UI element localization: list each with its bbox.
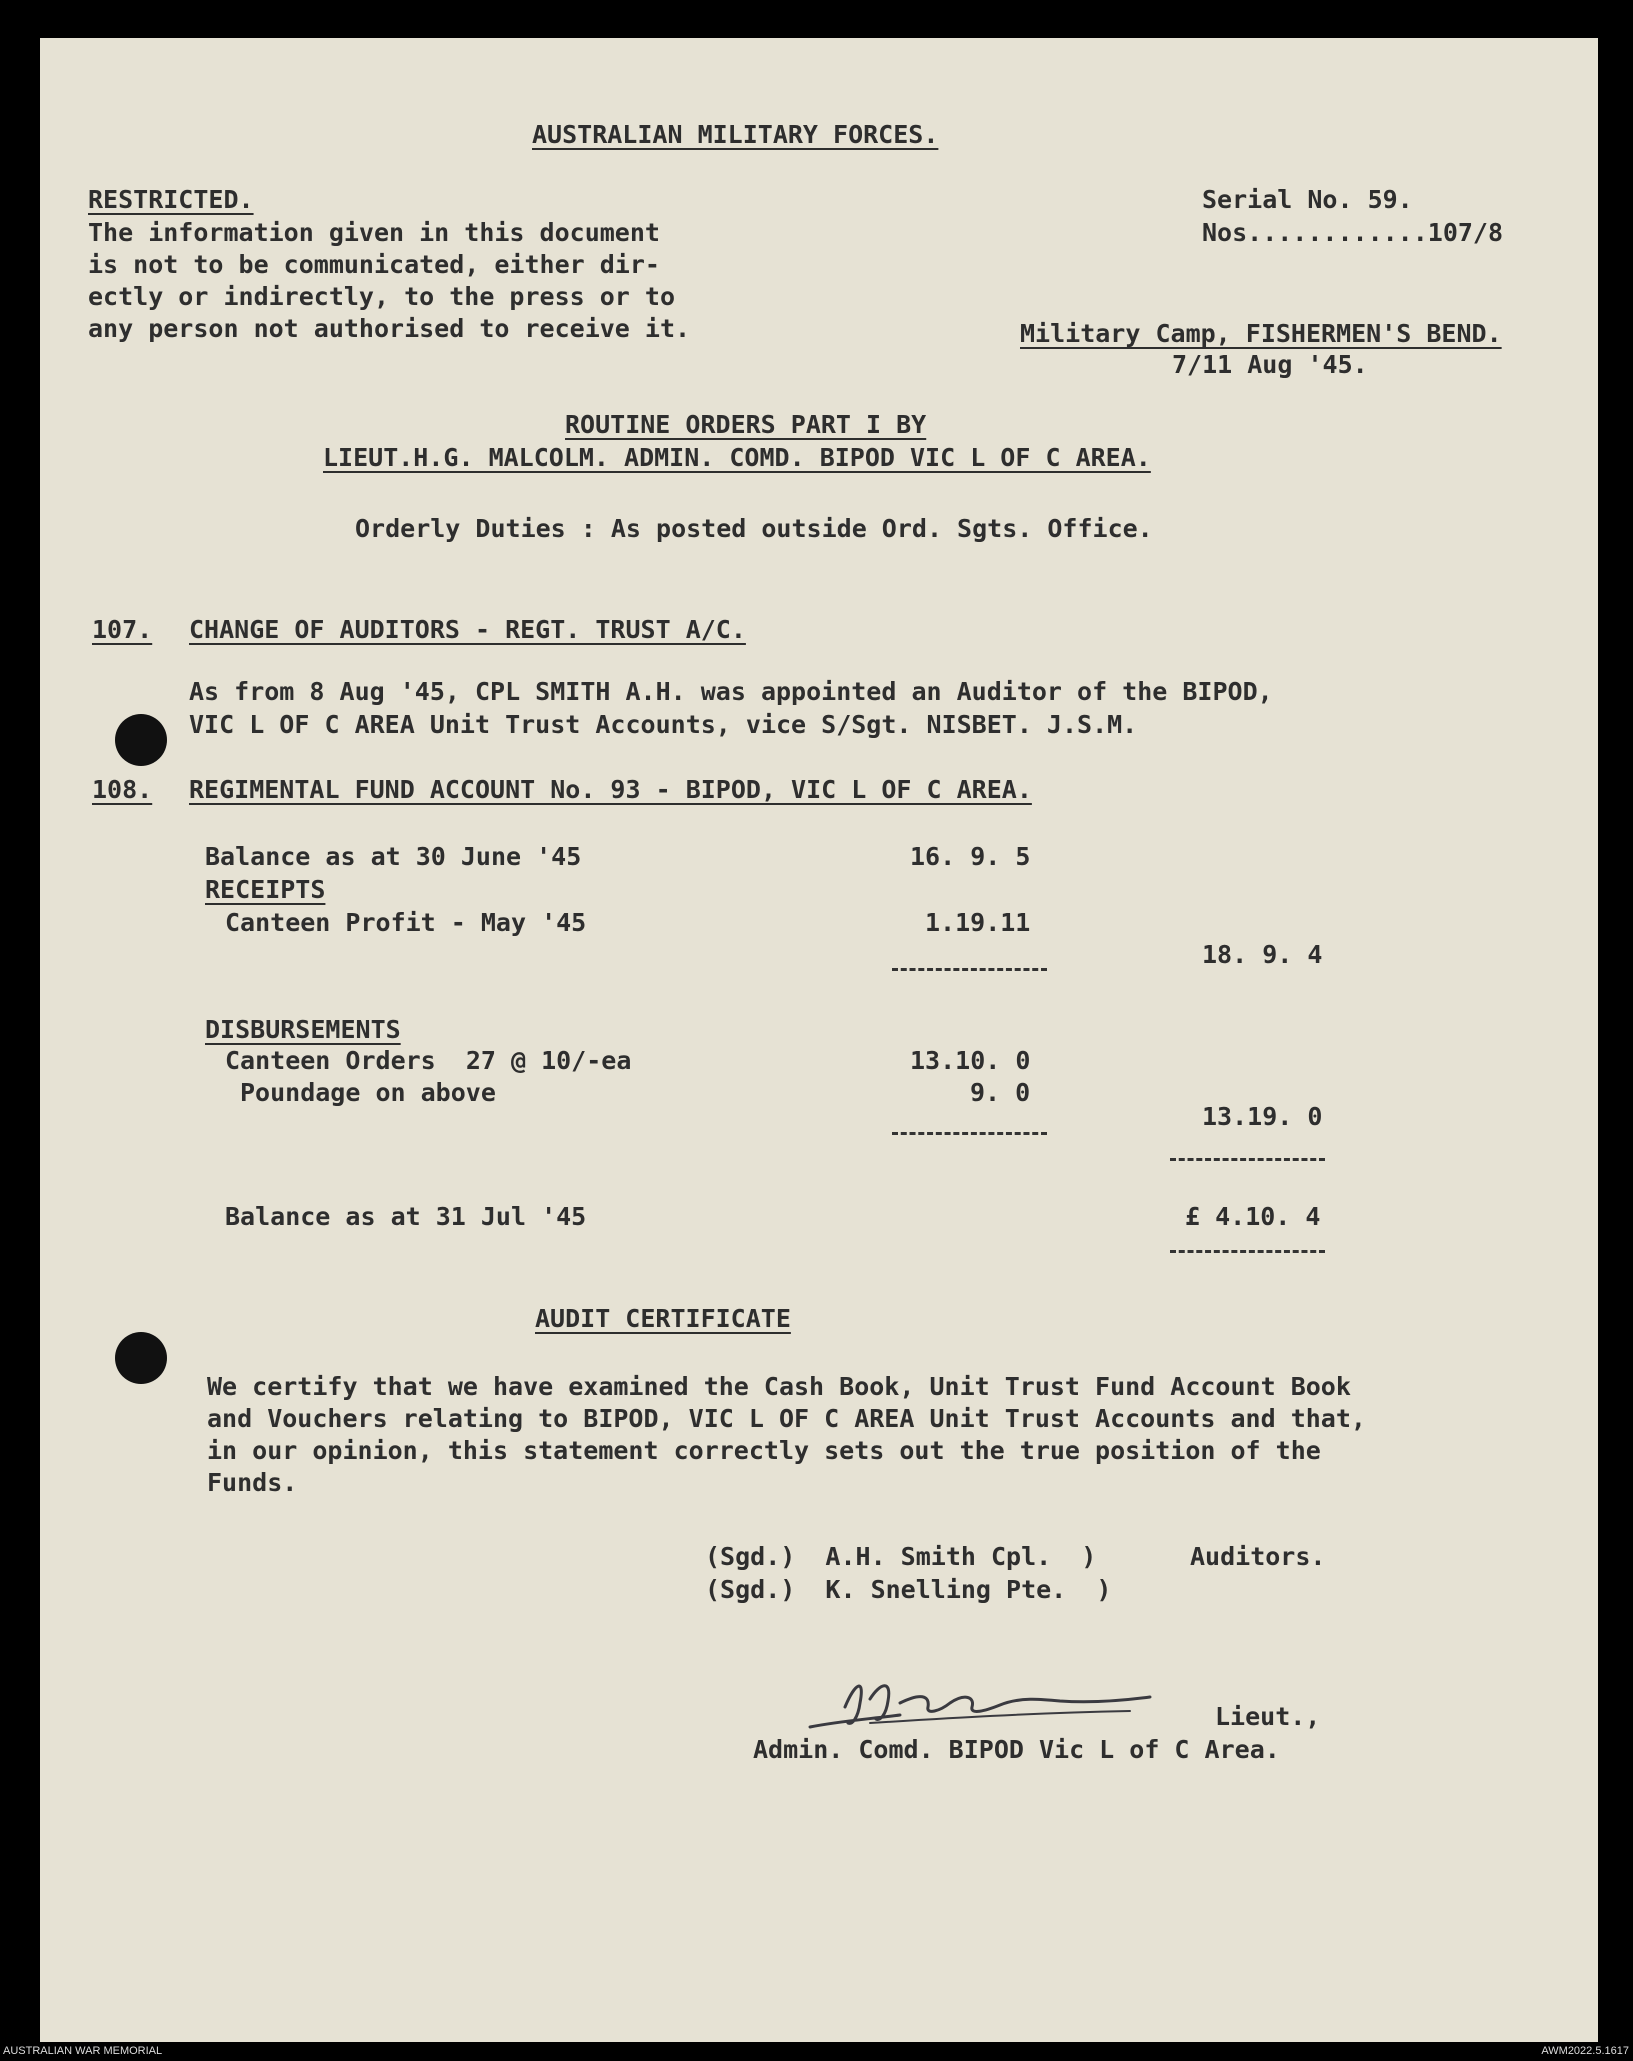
poundage-value: 9. 0 (970, 1078, 1031, 1107)
item-heading: CHANGE OF AUDITORS - REGT. TRUST A/C. (189, 615, 746, 644)
document-title: AUSTRALIAN MILITARY FORCES. (532, 120, 939, 149)
item-text: VIC L OF C AREA Unit Trust Accounts, vice S/Sgt. NISBET. J.S.M. (189, 710, 1138, 739)
subtotal-rule (892, 968, 1047, 971)
orderly-duties: Orderly Duties : As posted outside Ord. Sgts. Office. (355, 514, 1153, 543)
date: 7/11 Aug '45. (1172, 350, 1368, 379)
balance-july-value: £ 4.10. 4 (1185, 1202, 1321, 1231)
restricted-label: RESTRICTED. (88, 185, 254, 214)
audit-text: We certify that we have examined the Cash Book, Unit Trust Fund Account Book (207, 1372, 1351, 1401)
item-number: 107. (92, 615, 153, 644)
subtotal-rule (892, 1132, 1047, 1135)
balance-june-value: 16. 9. 5 (910, 842, 1031, 871)
location: Military Camp, FISHERMEN'S BEND. (1020, 319, 1502, 348)
orders-title: ROUTINE ORDERS PART I BY (565, 410, 927, 439)
audit-text: Funds. (207, 1468, 298, 1497)
auditors-label: Auditors. (1190, 1542, 1326, 1571)
receipts-label: RECEIPTS (205, 875, 326, 904)
audit-heading: AUDIT CERTIFICATE (535, 1304, 791, 1333)
receipts-total: 18. 9. 4 (1202, 940, 1323, 969)
restricted-line: ectly or indirectly, to the press or to (88, 282, 675, 311)
balance-june-label: Balance as at 30 June '45 (205, 842, 582, 871)
canteen-orders-label: Canteen Orders 27 @ 10/-ea (225, 1046, 632, 1075)
punch-hole-upper (115, 714, 167, 766)
audit-text: and Vouchers relating to BIPOD, VIC L OF C AREA Unit Trust Accounts and that, (207, 1404, 1366, 1433)
audit-text: in our opinion, this statement correctly sets out the true position of the (207, 1436, 1321, 1465)
restricted-line: The information given in this document (88, 218, 660, 247)
restricted-line: is not to be communicated, either dir- (88, 250, 660, 279)
auditor-signature-1: (Sgd.) A.H. Smith Cpl. ) (705, 1542, 1097, 1571)
footer-right: AWM2022.5.1617 (1541, 2045, 1629, 2057)
orders-title-authority: LIEUT.H.G. MALCOLM. ADMIN. COMD. BIPOD VIC L OF C AREA. (323, 443, 1151, 472)
punch-hole-lower (115, 1332, 167, 1384)
final-total-rule (1170, 1250, 1325, 1253)
item-number: 108. (92, 775, 153, 804)
nos-number: Nos............107/8 (1202, 218, 1504, 247)
canteen-orders-value: 13.10. 0 (910, 1046, 1031, 1075)
restricted-line: any person not authorised to receive it. (88, 314, 691, 343)
disbursements-total: 13.19. 0 (1202, 1102, 1323, 1131)
document-page (40, 38, 1598, 2042)
balance-july-label: Balance as at 31 Jul '45 (225, 1202, 587, 1231)
canteen-profit-value: 1.19.11 (925, 908, 1031, 937)
item-text: As from 8 Aug '45, CPL SMITH A.H. was appointed an Auditor of the BIPOD, (189, 677, 1273, 706)
disbursements-label: DISBURSEMENTS (205, 1015, 401, 1044)
signatory-rank: Lieut., (1215, 1702, 1321, 1731)
total-rule (1170, 1158, 1325, 1161)
serial-number: Serial No. 59. (1202, 185, 1413, 214)
signatory-appointment: Admin. Comd. BIPOD Vic L of C Area. (753, 1735, 1280, 1764)
canteen-profit-label: Canteen Profit - May '45 (225, 908, 587, 937)
auditor-signature-2: (Sgd.) K. Snelling Pte. ) (705, 1575, 1112, 1604)
poundage-label: Poundage on above (240, 1078, 496, 1107)
item-heading: REGIMENTAL FUND ACCOUNT No. 93 - BIPOD, VIC L OF C AREA. (189, 775, 1032, 804)
footer-left: AUSTRALIAN WAR MEMORIAL (3, 2045, 163, 2057)
handwritten-signature (800, 1663, 1200, 1743)
